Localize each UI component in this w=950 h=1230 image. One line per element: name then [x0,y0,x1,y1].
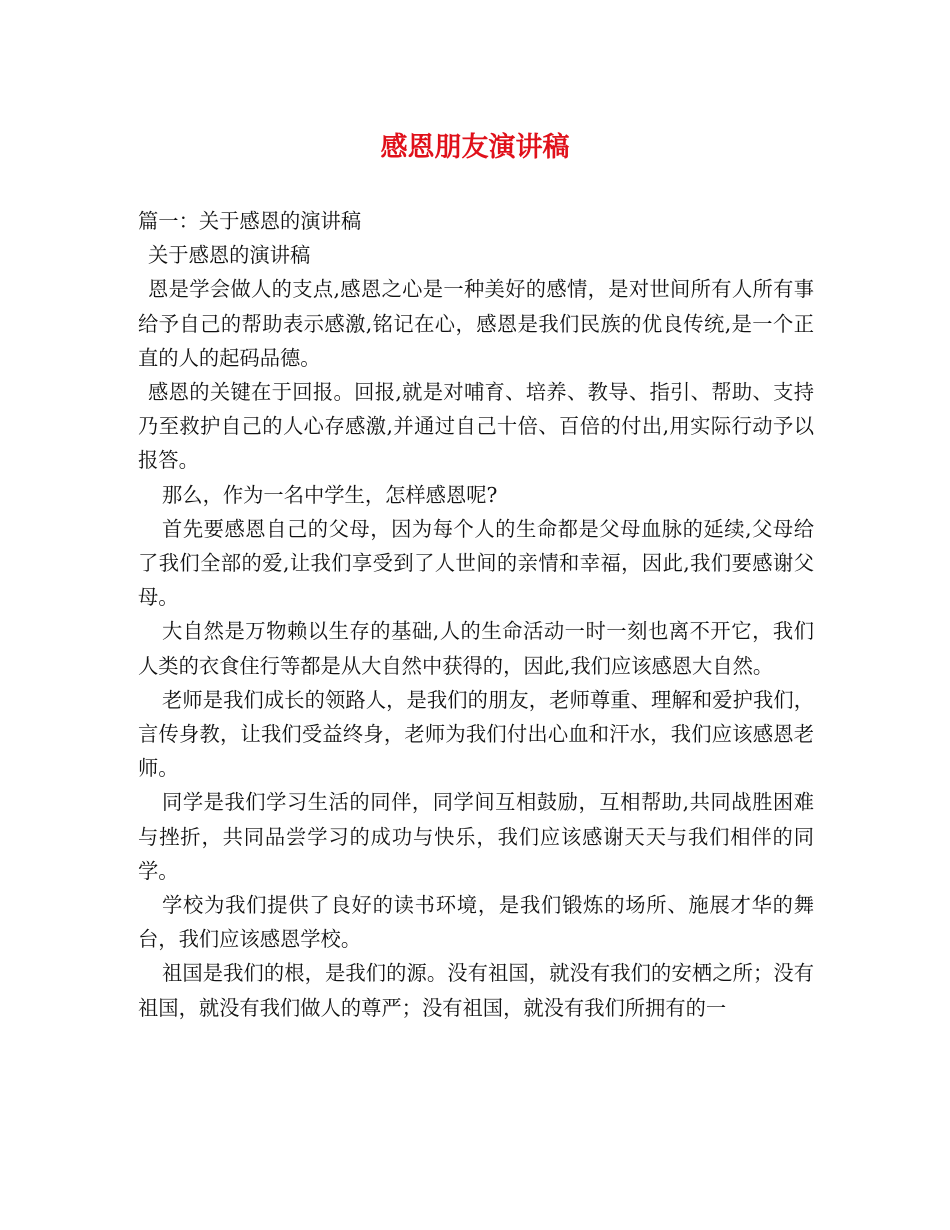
document-body [138,204,814,1025]
paragraph: 老师是我们成长的领路人，是我们的朋友，老师尊重、理解和爱护我们，言传身教，让我们受益终身，老师为我们付出心血和汗水，我们应该感恩老师。 [138,687,814,781]
paragraph: 学校为我们提供了良好的读书环境，是我们锻炼的场所、施展才华的舞台，我们应该感恩学校。 [138,893,814,952]
paragraph: 那么，作为一名中学生，怎样感恩呢? [162,482,498,507]
paragraph: 感恩的关键在于回报。回报,就是对哺育、培养、教导、指引、帮助、支持乃至救护自己的人心存感激,并通过自己十倍、百倍的付出,用实际行动予以报答。 [138,380,814,473]
paragraph: 首先要感恩自己的父母，因为每个人的生命都是父母血脉的延续,父母给了我们全部的爱,让我们享受到了人世间的亲情和幸福，因此,我们要感谢父母。 [138,516,814,610]
subheading: 关于感恩的演讲稿 [148,243,311,268]
document-title: 感恩朋友演讲稿 [380,132,570,163]
paragraph: 大自然是万物赖以生存的基础,人的生命活动一时一刻也离不开它，我们人类的衣食住行等都是从大自然中获得的，因此,我们应该感恩大自然。 [138,619,814,678]
paragraph: 祖国是我们的根，是我们的源。没有祖国，就没有我们的安栖之所；没有祖国，就没有我们做人的尊严；没有祖国，就没有我们所拥有的一 [138,961,814,1020]
section-heading: 篇一：关于感恩的演讲稿 [138,209,362,233]
paragraph: 恩是学会做人的支点,感恩之心是一种美好的感情，是对世间所有人所有事给予自己的帮助表示感激,铭记在心，感恩是我们民族的优良传统,是一个正直的人的起码品德。 [138,277,814,370]
paragraph: 同学是我们学习生活的同伴，同学间互相鼓励，互相帮助,共同战胜困难与挫折，共同品尝学习的成功与快乐，我们应该感谢天天与我们相伴的同学。 [138,790,814,883]
